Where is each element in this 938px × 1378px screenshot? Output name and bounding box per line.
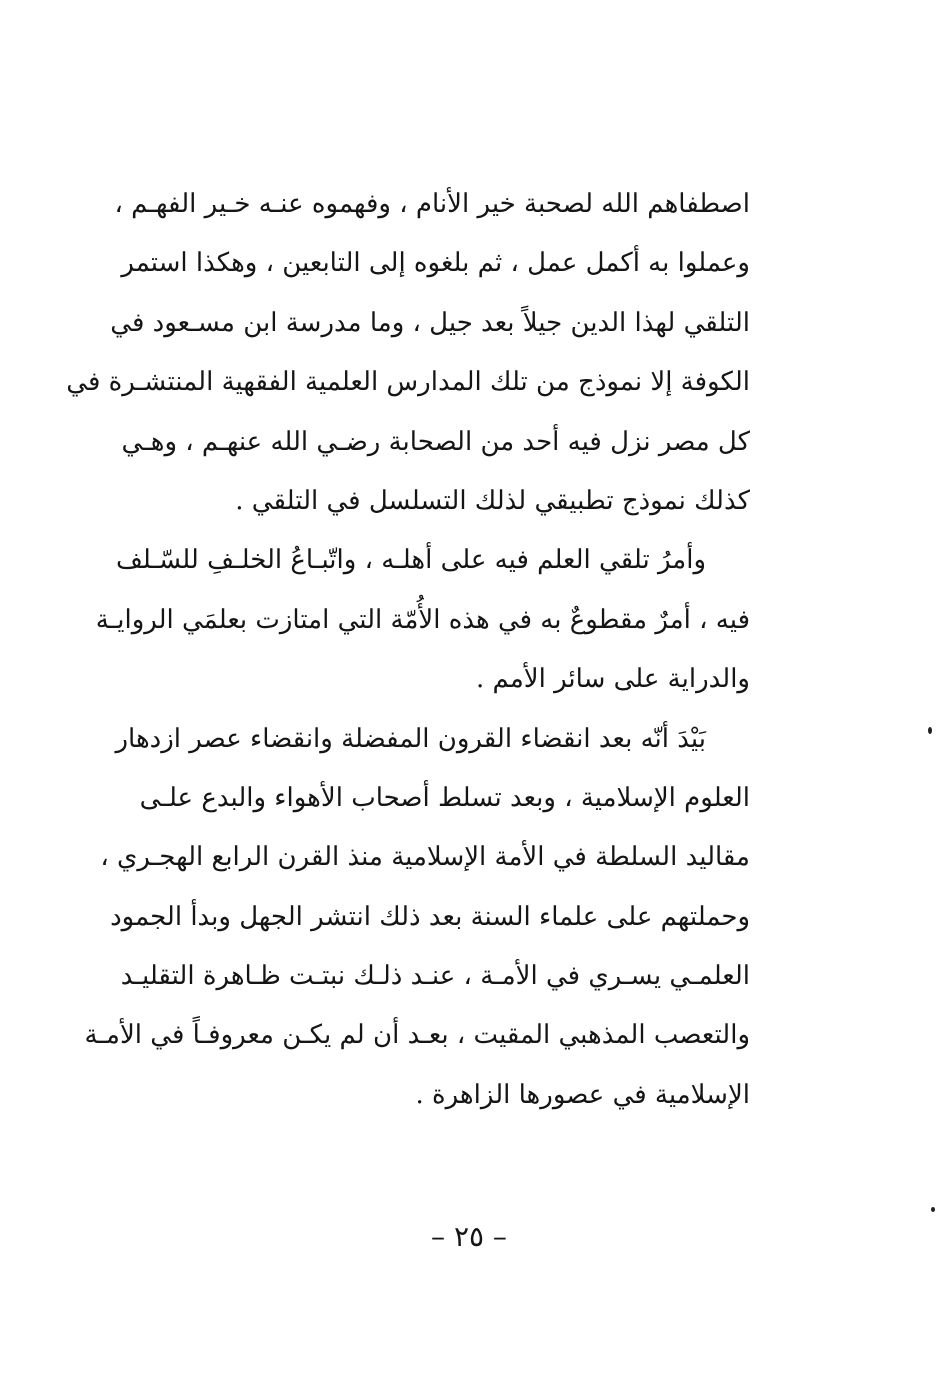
text-line: كذلك نموذج تطبيقي لذلك التسلسل في التلقي . (235, 485, 750, 516)
text-line: وحملتهم على علماء السنة بعد ذلك انتشر الجهل وبدأ الجمود (110, 901, 750, 932)
page-number: – ٢٥ – (431, 1220, 507, 1253)
body-text (66, 175, 750, 1125)
text-line: الإسلامية في عصورها الزاهرة . (415, 1079, 750, 1110)
text-line: التلقي لهذا الدين جيلاً بعد جيل ، وما مدرسة ابن مسـعود في (110, 307, 750, 338)
text-line: بَيْدَ أنّه بعد انقضاء القرون المفضلة وانقضاء عصر ازدهار (115, 723, 706, 754)
text-line: العلوم الإسلامية ، وبعد تسلط أصحاب الأهواء والبدع علـى (139, 782, 750, 813)
text-line: العلمـي يسـري في الأمـة ، عنـد ذلـك نبتـت ظـاهرة التقليـد (120, 961, 750, 992)
text-line: وأمرُ تلقي العلم فيه على أهلـه ، واتّبـاعُ الخلـفِ للسّـلف (115, 545, 706, 576)
text-line: والتعصب المذهبي المقيت ، بعـد أن لم يكـن معروفـاً في الأمـة (84, 1020, 750, 1051)
text-line: كل مصر نزل فيه أحد من الصحابة رضـي الله عنهـم ، وهـي (121, 426, 750, 457)
text-line: اصطفاهم الله لصحبة خير الأنام ، وفهموه عنـه خـير الفهـم ، (114, 189, 750, 219)
text-line: فيه ، أمرٌ مقطوعٌ به في هذه الأُمّة التي امتازت بعلمَي الروايـة (95, 604, 750, 635)
scan-speck (928, 727, 932, 734)
scan-speck (931, 1207, 935, 1212)
text-line: والدراية على سائر الأمم . (476, 664, 750, 695)
text-line: وعملوا به أكمل عمل ، ثم بلغوه إلى التابعين ، وهكذا استمر (121, 248, 750, 279)
text-line: الكوفة إلا نموذج من تلك المدارس العلمية الفقهية المنتشـرة في (66, 367, 750, 398)
text-line: مقاليد السلطة في الأمة الإسلامية منذ القرن الرابع الهجـري ، (100, 842, 750, 873)
